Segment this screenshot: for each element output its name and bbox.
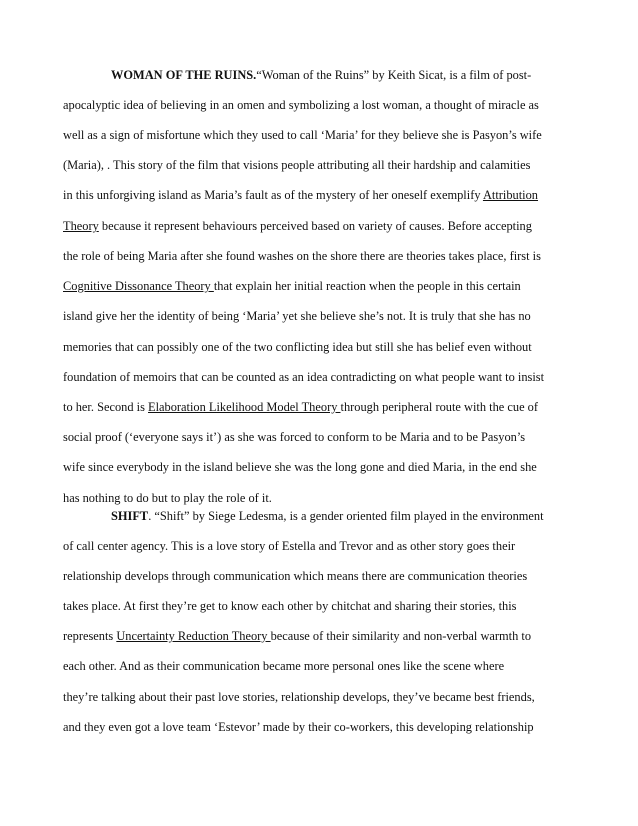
text-run: in this unforgiving island as Maria’s fault as of the mystery of her oneself exemplify <box>63 188 483 202</box>
p1-line-10 <box>63 340 532 354</box>
p1-heading: WOMAN OF THE RUINS. <box>111 68 257 82</box>
text-run: . “Shift” by Siege Ledesma, is a gender oriented film played in the environment <box>148 509 544 523</box>
p2-line-1 <box>111 509 544 523</box>
text-run: because it represent behaviours perceived based on variety of causes. Before accepting <box>98 219 532 233</box>
p1-line-3 <box>63 128 542 142</box>
p2-line-5 <box>63 629 531 643</box>
text-run: takes place. At first they’re get to know each other by chitchat and sharing their stories, this <box>63 599 517 613</box>
p1-line-15 <box>63 491 272 505</box>
text-run: through peripheral route with the cue of <box>340 400 538 414</box>
p1-line-13 <box>63 430 525 444</box>
text-run: the role of being Maria after she found washes on the shore there are theories takes place, first is <box>63 249 541 263</box>
p1-line-1 <box>111 68 531 82</box>
p1-line-8 <box>63 279 521 293</box>
theory-term: Cognitive Dissonance Theory <box>63 279 214 293</box>
text-run: because of their similarity and non-verbal warmth to <box>270 629 532 643</box>
text-run: apocalyptic idea of believing in an omen and symbolizing a lost woman, a thought of miracle as <box>63 98 539 112</box>
text-run: each other. And as their communication became more personal ones like the scene where <box>63 659 505 673</box>
text-run: well as a sign of misfortune which they used to call ‘Maria’ for they believe she is Pasyon’s wife <box>63 128 542 142</box>
p1-line-9 <box>63 309 531 323</box>
theory-term: Attribution <box>482 188 539 202</box>
p2-line-2 <box>63 539 515 553</box>
p2-line-7 <box>63 690 535 704</box>
theory-term: Elaboration Likelihood Model Theory <box>148 400 341 414</box>
text-run: and they even got a love team ‘Estevor’ made by their co-workers, this developing relationship <box>63 720 534 734</box>
p1-line-6 <box>63 219 532 233</box>
p2-line-4 <box>63 599 517 613</box>
text-run: wife since everybody in the island believe she was the long gone and died Maria, in the end she <box>63 460 537 474</box>
theory-term: Uncertainty Reduction Theory <box>116 629 271 643</box>
text-run: to her. Second is <box>63 400 149 414</box>
p2-heading: SHIFT <box>111 509 149 523</box>
p1-line-4 <box>63 158 530 172</box>
text-run: “Woman of the Ruins” by Keith Sicat, is a film of post- <box>256 68 532 82</box>
text-run: they’re talking about their past love stories, relationship develops, they’ve became best friends, <box>63 690 535 704</box>
p1-line-2 <box>63 98 539 112</box>
text-run: memories that can possibly one of the two conflicting idea but still she has belief even without <box>63 340 532 354</box>
text-run: foundation of memoirs that can be counted as an idea contradicting on what people want to insist <box>63 370 545 384</box>
text-run: island give her the identity of being ‘Maria’ yet she believe she’s not. It is truly that she has no <box>63 309 531 323</box>
text-run: relationship develops through communication which means there are communication theories <box>63 569 528 583</box>
text-run: of call center agency. This is a love story of Estella and Trevor and as other story goes their <box>63 539 516 553</box>
p2-line-6 <box>63 659 504 673</box>
p1-line-12 <box>63 400 538 414</box>
p2-line-8 <box>63 720 534 734</box>
text-run: (Maria), . This story of the film that visions people attributing all their hardship and calamities <box>63 158 531 172</box>
p1-line-5 <box>63 188 538 202</box>
p2-line-3 <box>63 569 527 583</box>
text-run: social proof (‘everyone says it’) as she was forced to conform to be Maria and to be Pasyon’s <box>63 430 526 444</box>
text-run: that explain her initial reaction when the people in this certain <box>213 279 521 293</box>
theory-term: Theory <box>63 219 99 233</box>
text-run: has nothing to do but to play the role of it. <box>63 491 272 505</box>
p1-line-7 <box>63 249 541 263</box>
text-run: represents <box>63 629 117 643</box>
p1-line-11 <box>63 370 544 384</box>
p1-line-14 <box>63 460 537 474</box>
